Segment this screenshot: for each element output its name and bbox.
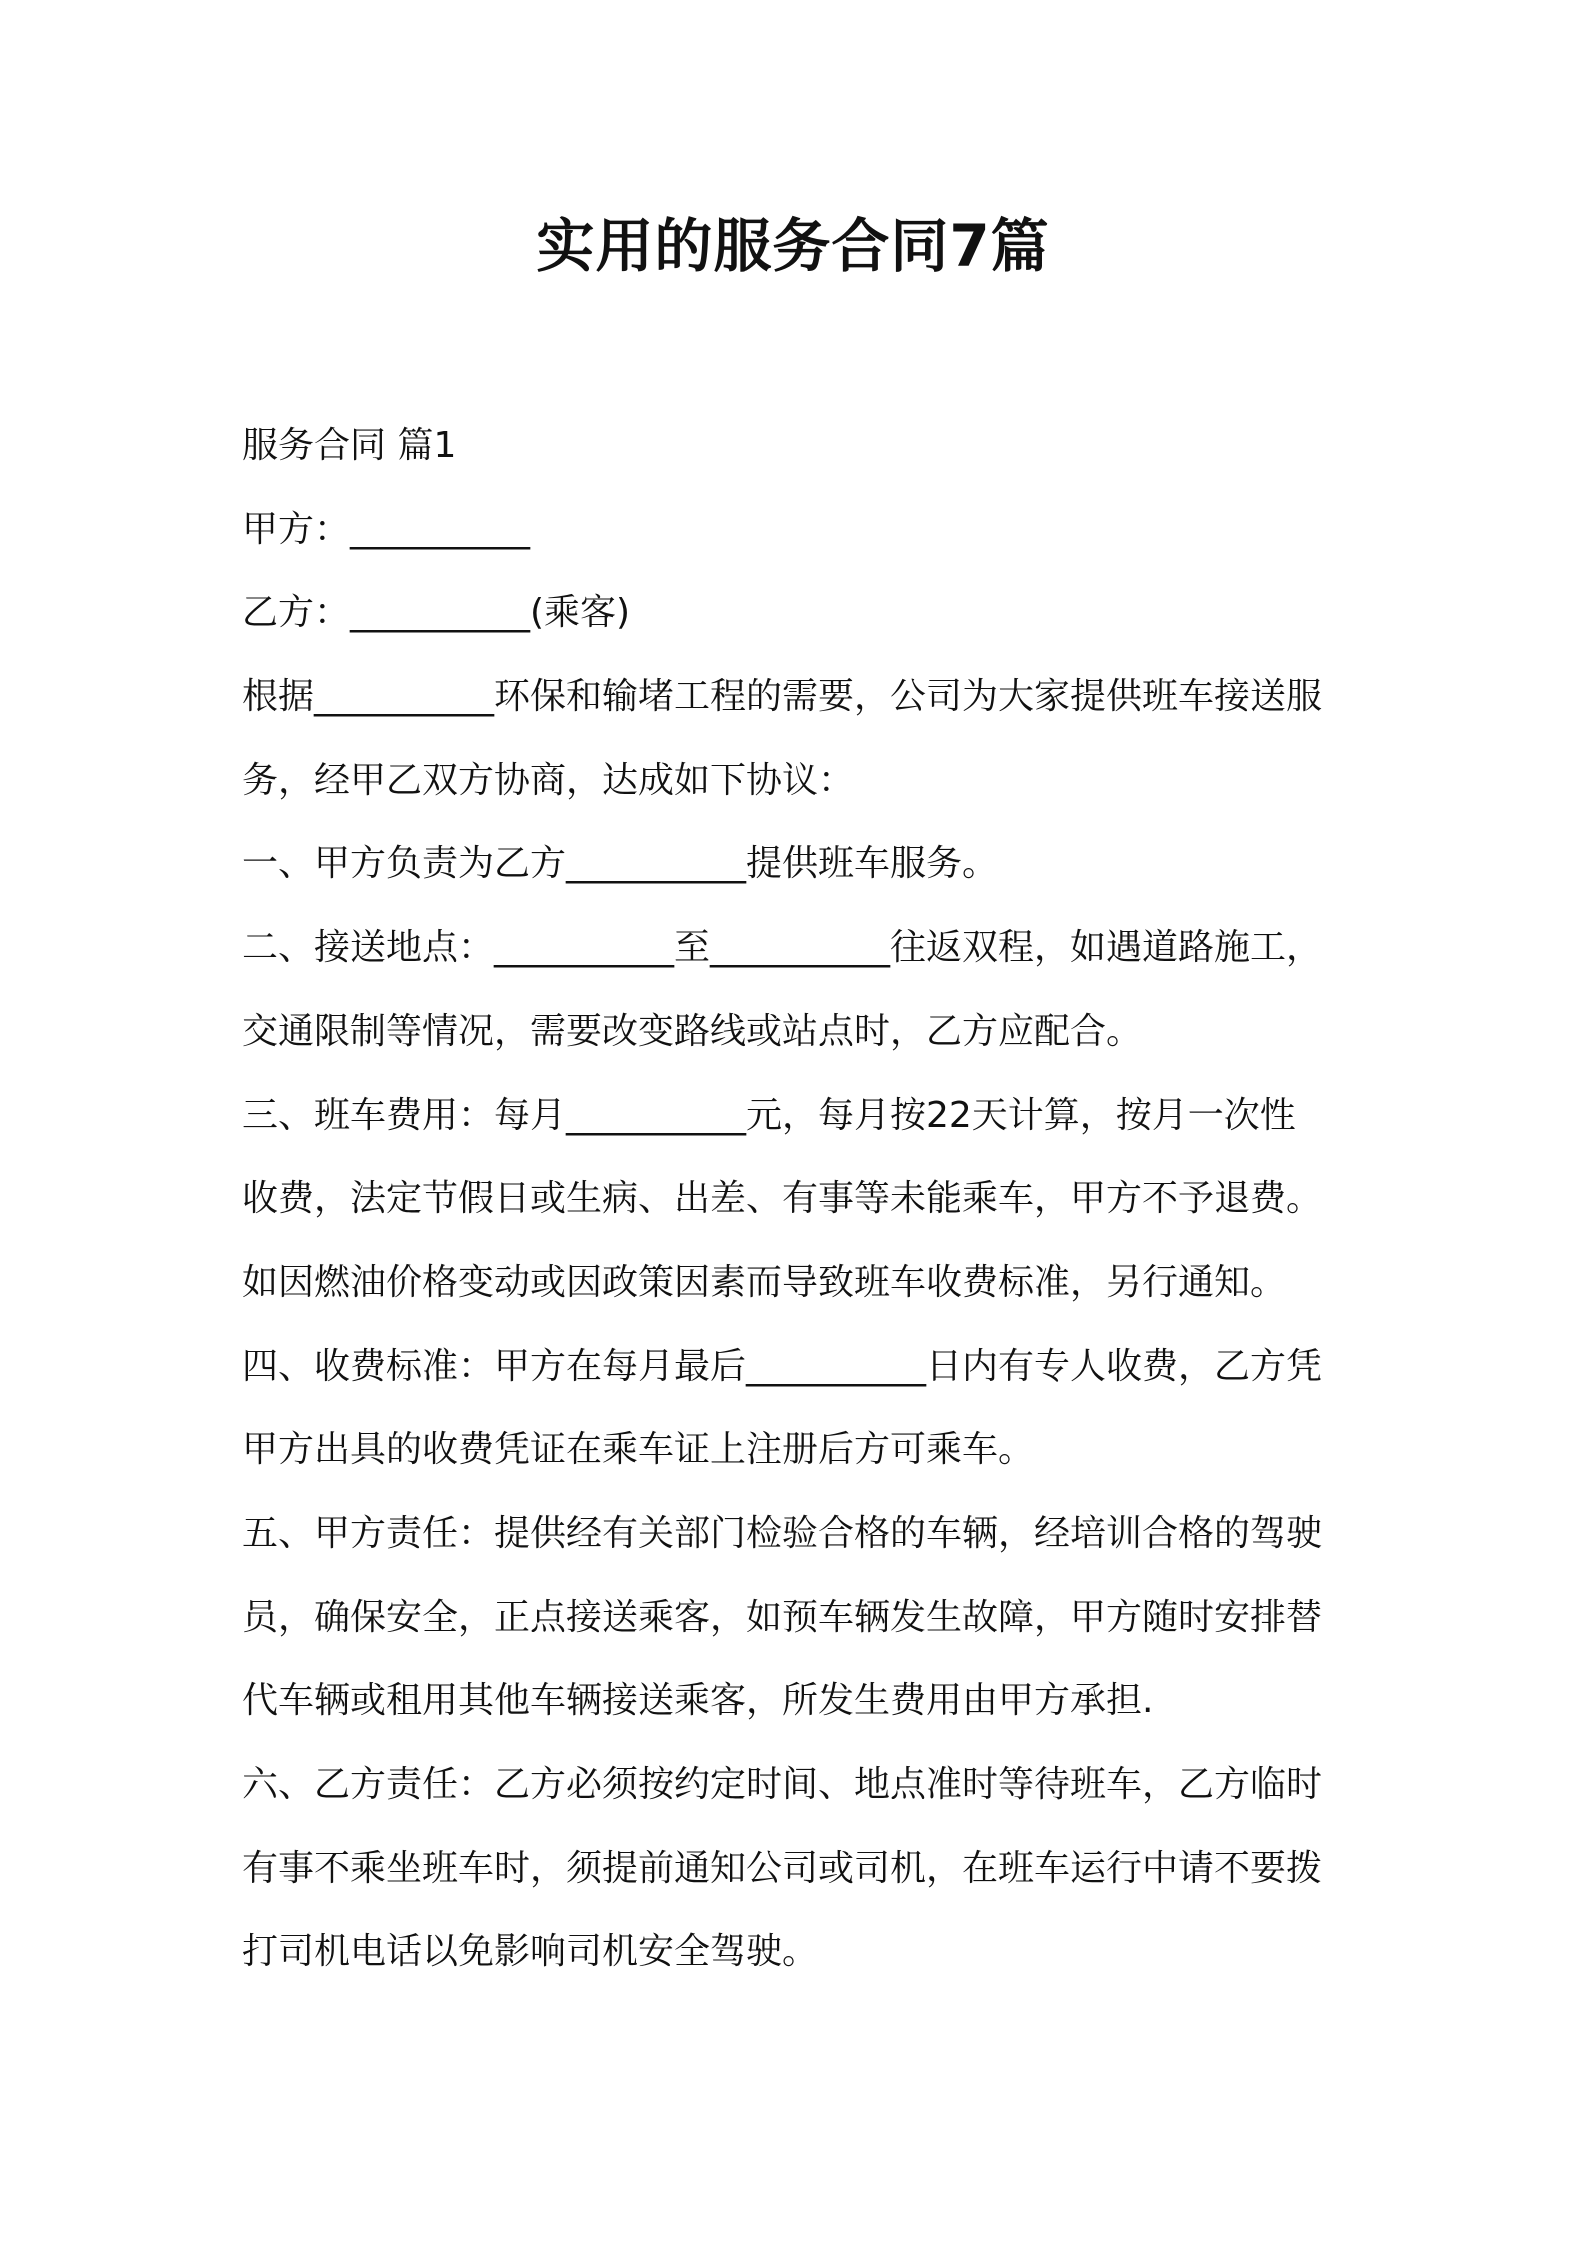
document-body bbox=[242, 404, 1362, 1994]
clause-line: 二、接送地点：__________至__________往返双程，如遇道路施工， bbox=[242, 927, 1323, 969]
party-a-line: 甲方：__________ bbox=[242, 508, 531, 550]
clause-line: 打司机电话以免影响司机安全驾驶。 bbox=[242, 1931, 819, 1973]
clause-line: 有事不乘坐班车时，须提前通知公司或司机，在班车运行中请不要拨 bbox=[242, 1847, 1323, 1889]
section-heading: 服务合同 篇1 bbox=[242, 425, 457, 466]
document-title: 实用的服务合同7篇 bbox=[536, 212, 1050, 280]
clause-line: 如因燃油价格变动或因政策因素而导致班车收费标准，另行通知。 bbox=[242, 1261, 1287, 1303]
clause-line: 员，确保安全，正点接送乘客，如预车辆发生故障，甲方随时安排替 bbox=[242, 1596, 1323, 1638]
party-b-line: 乙方：__________(乘客) bbox=[242, 592, 631, 634]
preamble-line: 务，经甲乙双方协商，达成如下协议： bbox=[242, 759, 855, 801]
clause-line: 四、收费标准：甲方在每月最后__________日内有专人收费，乙方凭 bbox=[242, 1345, 1323, 1387]
clause-line: 交通限制等情况，需要改变路线或站点时，乙方应配合。 bbox=[242, 1010, 1143, 1052]
clause-line: 收费，法定节假日或生病、出差、有事等未能乘车，甲方不予退费。 bbox=[242, 1178, 1323, 1220]
preamble-line: 根据__________环保和输堵工程的需要，公司为大家提供班车接送服 bbox=[242, 676, 1323, 718]
clause-line: 甲方出具的收费凭证在乘车证上注册后方可乘车。 bbox=[242, 1429, 1035, 1471]
clause-line: 代车辆或租用其他车辆接送乘客，所发生费用由甲方承担. bbox=[242, 1680, 1154, 1722]
clause-line: 六、乙方责任：乙方必须按约定时间、地点准时等待班车，乙方临时 bbox=[242, 1764, 1323, 1805]
clause-line: 三、班车费用：每月__________元，每月按22天计算，按月一次性 bbox=[242, 1094, 1296, 1136]
clause-line: 五、甲方责任：提供经有关部门检验合格的车辆，经培训合格的驾驶 bbox=[242, 1512, 1323, 1554]
clause-line: 一、甲方负责为乙方__________提供班车服务。 bbox=[242, 843, 999, 885]
